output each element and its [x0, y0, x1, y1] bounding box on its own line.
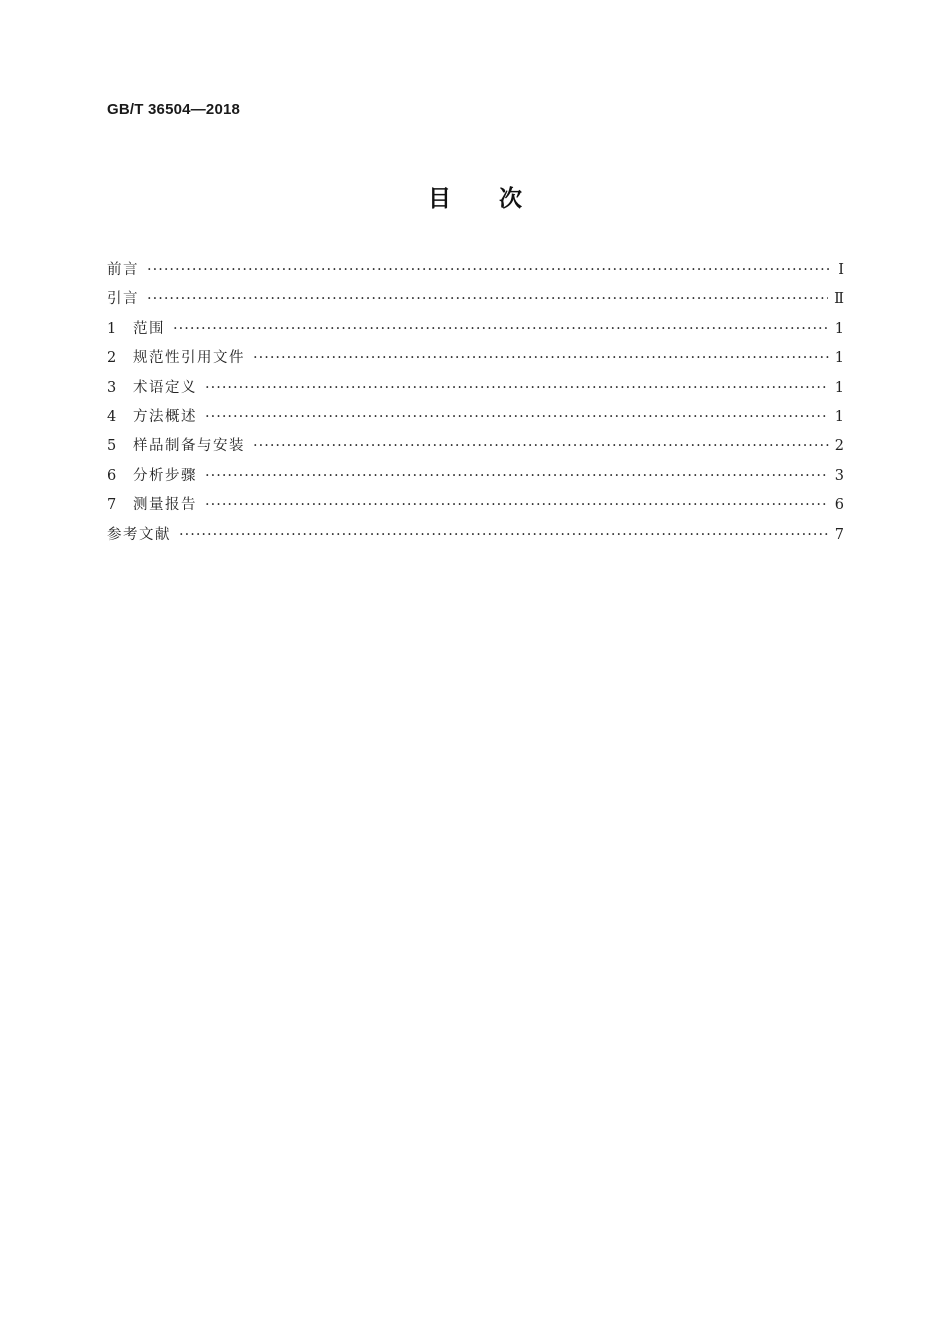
toc-leader-dots — [147, 291, 828, 307]
toc-entry-number: 6 — [107, 467, 117, 484]
toc-title: 目次 — [428, 186, 570, 212]
toc-entry-number: 2 — [107, 350, 117, 367]
toc-entry-analysis-steps[interactable] — [107, 464, 844, 493]
toc-entry-label: 参考文献 — [107, 526, 171, 543]
toc-entry-label: 测量报告 — [133, 497, 197, 514]
toc-entry-page: Ⅰ — [838, 262, 844, 278]
toc-entry-page: Ⅱ — [834, 291, 844, 308]
standard-code: GB/T 36504—2018 — [107, 101, 241, 118]
toc-entry-page: 7 — [834, 526, 844, 543]
toc-entry-measurement-report[interactable] — [107, 493, 844, 522]
toc-leader-dots — [205, 380, 829, 396]
table-of-contents — [107, 258, 844, 552]
toc-entry-normative-references[interactable] — [107, 346, 844, 375]
toc-entry-page: 1 — [834, 320, 844, 337]
toc-entry-label: 引言 — [107, 291, 139, 308]
toc-entry-label: 规范性引用文件 — [133, 350, 245, 367]
toc-entry-page: 1 — [834, 350, 844, 367]
toc-entry-foreword[interactable] — [107, 258, 844, 287]
toc-entry-label: 方法概述 — [133, 408, 197, 425]
toc-entry-page: 1 — [834, 408, 844, 425]
toc-entry-page: 3 — [834, 467, 844, 484]
toc-entry-label: 前言 — [107, 262, 139, 278]
toc-entry-number: 3 — [107, 379, 117, 396]
toc-leader-dots — [179, 527, 829, 543]
toc-leader-dots — [147, 262, 830, 278]
toc-entry-label: 样品制备与安装 — [133, 438, 245, 455]
toc-entry-number: 5 — [107, 438, 117, 455]
toc-leader-dots — [253, 350, 829, 366]
toc-leader-dots — [205, 497, 829, 513]
toc-entry-label: 分析步骤 — [133, 467, 197, 484]
toc-entry-scope[interactable] — [107, 317, 844, 346]
toc-entry-number: 1 — [107, 320, 117, 337]
toc-entry-page: 1 — [834, 379, 844, 396]
toc-leader-dots — [205, 409, 829, 425]
toc-entry-label: 范围 — [133, 320, 165, 337]
toc-entry-page: 6 — [834, 497, 844, 514]
toc-entry-number: 4 — [107, 408, 117, 425]
toc-entry-terms-definitions[interactable] — [107, 376, 844, 405]
toc-entry-method-overview[interactable] — [107, 405, 844, 434]
toc-entry-number: 7 — [107, 497, 117, 514]
toc-entry-bibliography[interactable] — [107, 523, 844, 552]
toc-entry-introduction[interactable] — [107, 287, 844, 316]
toc-entry-sample-preparation[interactable] — [107, 434, 844, 463]
toc-entry-label: 术语定义 — [133, 379, 197, 396]
toc-entry-page: 2 — [834, 438, 844, 455]
toc-leader-dots — [253, 438, 829, 454]
toc-leader-dots — [173, 321, 829, 337]
toc-leader-dots — [205, 468, 829, 484]
